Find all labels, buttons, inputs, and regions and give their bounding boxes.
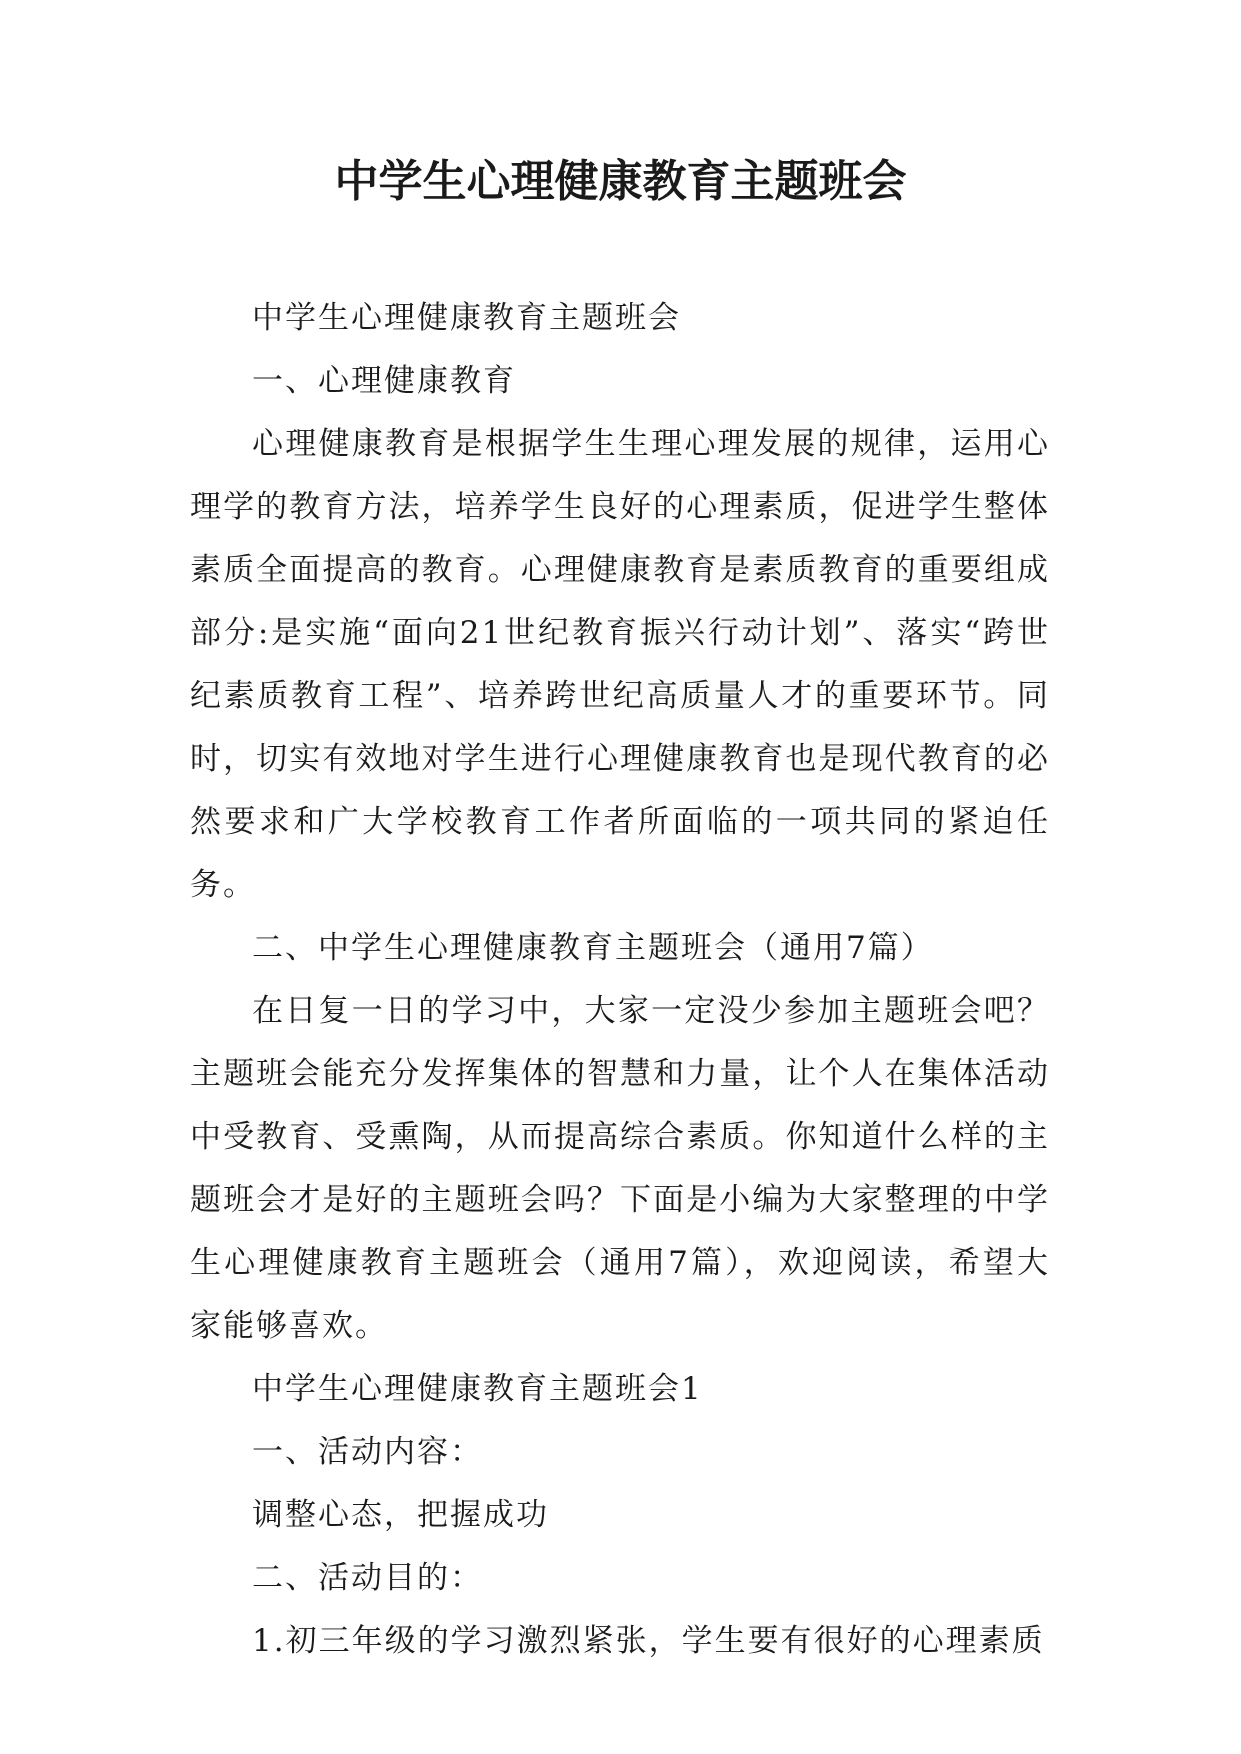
- paragraph-definition: 心理健康教育是根据学生生理心理发展的规律，运用心理学的教育方法，培养学生良好的心理素质，促进学生整体素质全面提高的教育。心理健康教育是素质教育的重要组成部分:是实施“面向21世纪教育振兴行动计划”、落实“跨世纪素质教育工程”、培养跨世纪高质量人才的重要环节。同时，切实有效地对学生进行心理健康教育也是现代教育的必然要求和广大学校教育工作者所面临的一项共同的紧迫任务。: [190, 426, 1050, 903]
- heading-section-1: 一、心理健康教育: [252, 363, 516, 399]
- heading-section-2: 二、中学生心理健康教育主题班会（通用7篇）: [252, 930, 934, 966]
- paragraph-activity-purpose-1: 1.初三年级的学习激烈紧张，学生要有很好的心理素质: [252, 1623, 1045, 1659]
- paragraph-activity-content: 调整心态，把握成功: [252, 1497, 549, 1533]
- heading-article-1: 中学生心理健康教育主题班会1: [252, 1371, 703, 1407]
- heading-activity-content: 一、活动内容：: [252, 1434, 483, 1470]
- heading-activity-purpose: 二、活动目的：: [252, 1560, 483, 1596]
- document-title: 中学生心理健康教育主题班会: [334, 156, 907, 207]
- paragraph-intro: 在日复一日的学习中，大家一定没少参加主题班会吧？主题班会能充分发挥集体的智慧和力量，让个人在集体活动中受教育、受熏陶，从而提高综合素质。你知道什么样的主题班会才是好的主题班会吗？下面是小编为大家整理的中学生心理健康教育主题班会（通用7篇），欢迎阅读，希望大家能够喜欢。: [190, 993, 1050, 1344]
- paragraph-subtitle: 中学生心理健康教育主题班会: [252, 300, 681, 336]
- document-body: [190, 287, 1050, 1673]
